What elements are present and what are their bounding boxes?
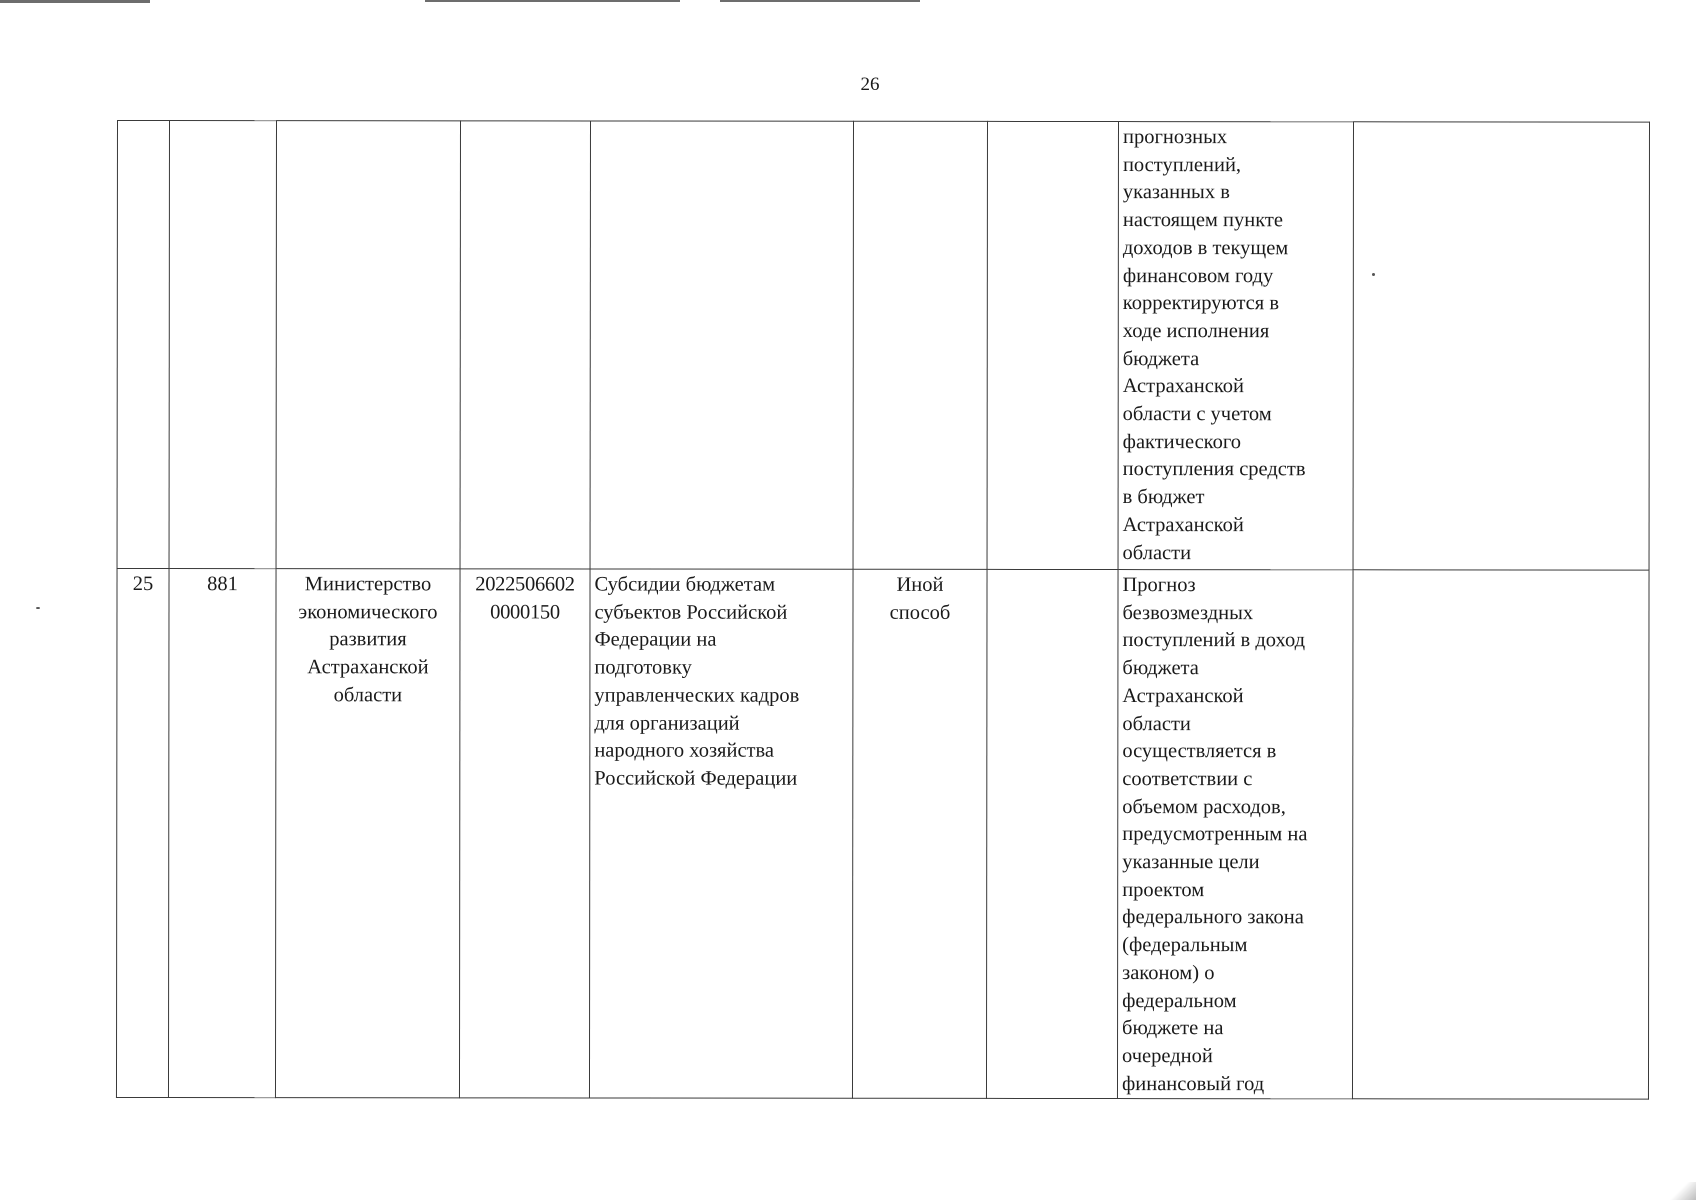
cell-method-description: прогнозных поступлений, указанных в настоящем пункте доходов в текущем финансовом году корректируются в ходе исполнения бюджета Астраханской области с учетом фактического поступления средств в бюджет Астраханской области (1118, 122, 1353, 570)
cell-organization (276, 121, 460, 569)
revenue-forecast-table (116, 120, 1650, 1100)
scan-speck (1372, 273, 1375, 276)
cell-forecast-method: Иной способ (852, 569, 987, 1098)
cell-admin-code: 881 (168, 569, 276, 1098)
cell-revenue-name (590, 121, 853, 569)
scan-speck (36, 607, 40, 609)
cell-notes (1352, 570, 1649, 1100)
cell-revenue-name: Субсидии бюджетам субъектов Российской Федерации на подготовку управленческих кадров для организаций народного хозяйства Российской Федерации (589, 569, 853, 1099)
scan-edge-artifact (720, 0, 920, 2)
cell-row-number: 25 (116, 569, 169, 1098)
cell-forecast-method (853, 121, 987, 569)
cell-admin-code (169, 121, 276, 569)
scan-edge-artifact (425, 0, 680, 2)
page-number: 26 (860, 74, 880, 95)
cell-formula (986, 569, 1118, 1098)
table-row-25 (116, 569, 1649, 1100)
cell-budget-code (460, 121, 590, 569)
cell-formula (987, 121, 1118, 569)
table-row-continuation (117, 121, 1649, 571)
cell-notes (1353, 122, 1649, 570)
scan-corner-shadow (1670, 1182, 1696, 1200)
scan-edge-artifact (0, 0, 150, 3)
cell-row-number (117, 121, 169, 569)
cell-budget-code: 2022506602 0000150 (459, 569, 590, 1098)
cell-method-description: Прогноз безвозмездных поступлений в доход бюджета Астраханской области осуществляется в соответствии с объемом расходов, предусмотренным на указанные цели проектом федерального закона (федеральным законом) о федеральном бюджете на очередной финансовый год (1117, 570, 1353, 1100)
cell-organization: Министерство экономического развития Астраханской области (275, 569, 460, 1099)
